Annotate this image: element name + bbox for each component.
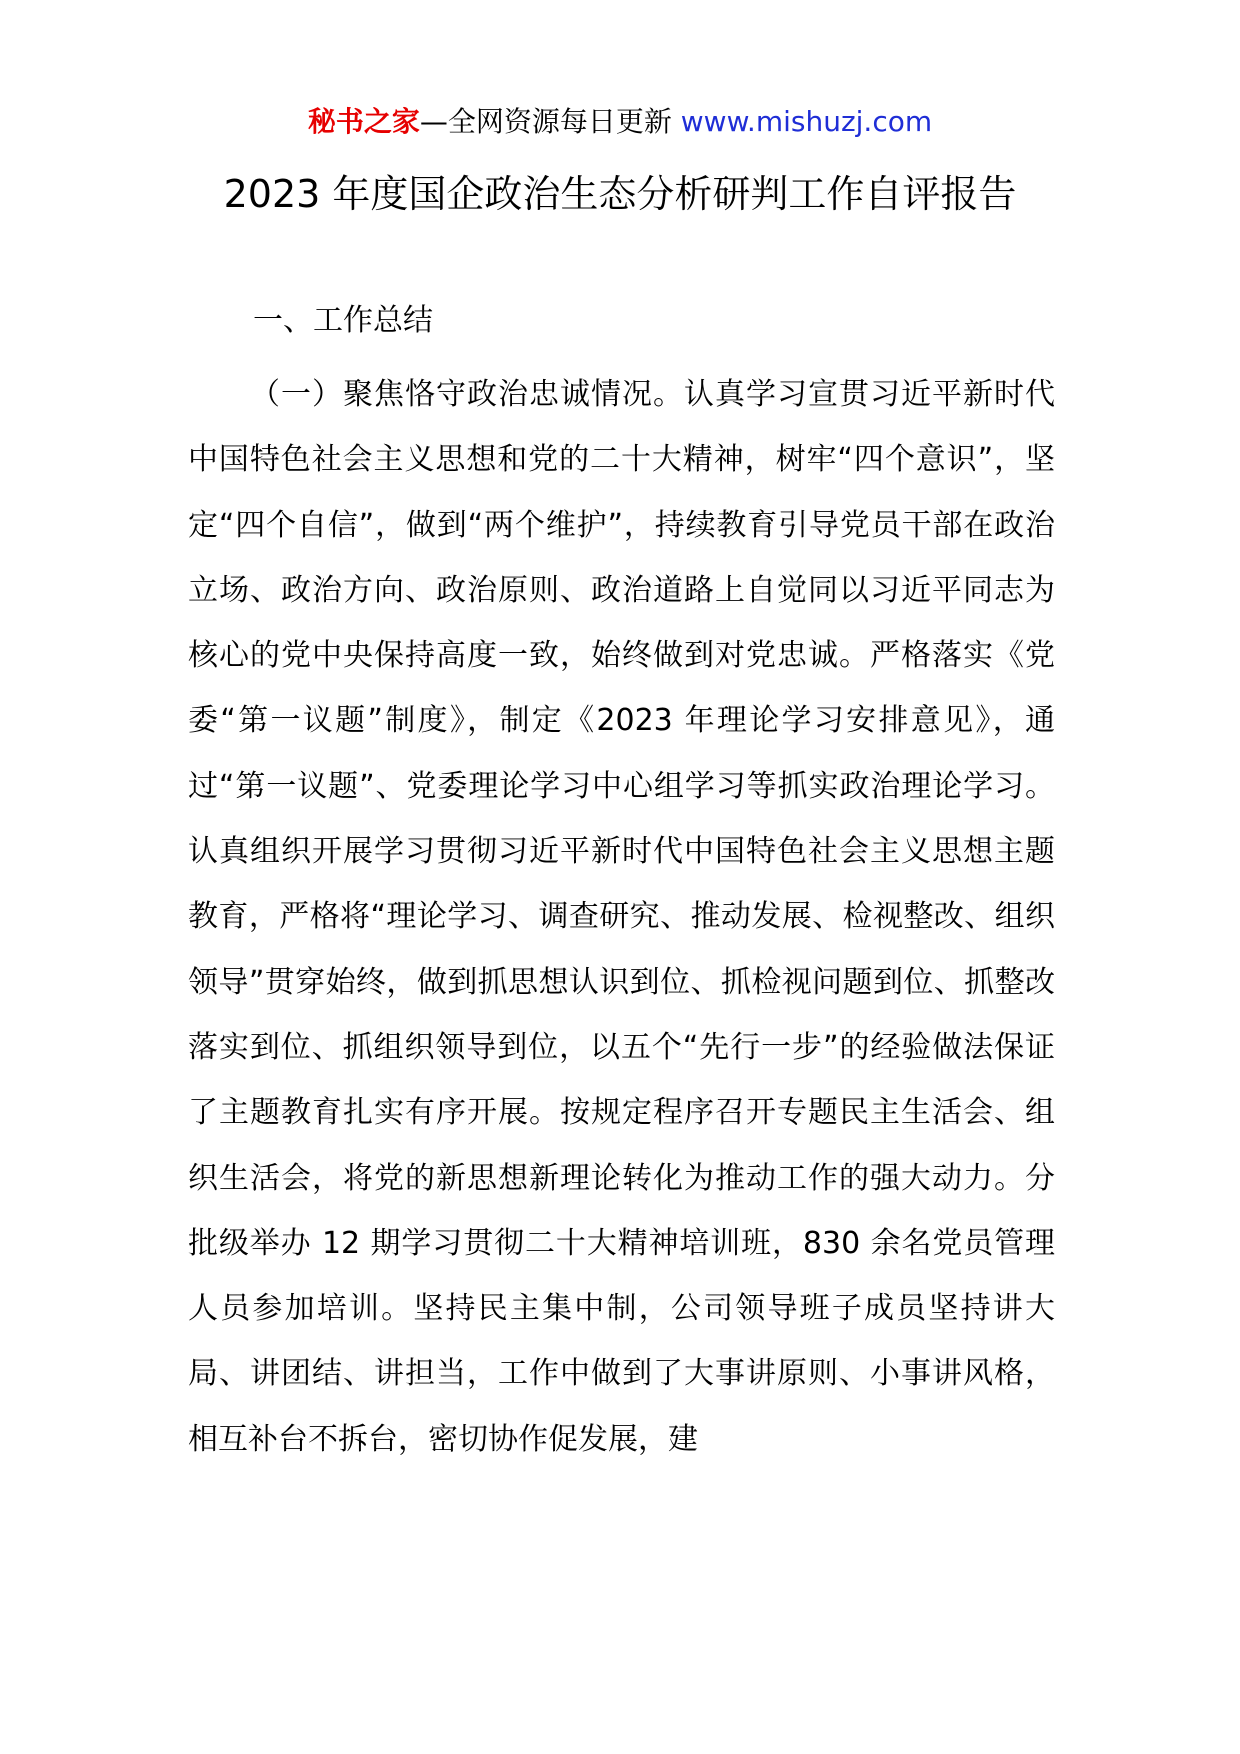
document-title: 2023 年度国企政治生态分析研判工作自评报告 [223,172,1017,216]
site-header [0,102,1240,142]
site-url-link[interactable]: www.mishuzj.com [680,105,933,138]
body-paragraph: （一）聚焦恪守政治忠诚情况。认真学习宣贯习近平新时代中国特色社会主义思想和党的二十大精神，树牢“四个意识”，坚定“四个自信”，做到“两个维护”，持续教育引导党员干部在政治立场、政治方向、政治原则、政治道路上自觉同以习近平同志为核心的党中央保持高度一致，始终做到对党忠诚。严格落实《党委“第一议题”制度》，制定《2023 年理论学习安排意见》，通过“第一议题”、党委理论学习中心组学习等抓实政治理论学习。认真组织开展学习贯彻习近平新时代中国特色社会主义思想主题教育，严格将“理论学习、调查研究、推动发展、检视整改、组织领导”贯穿始终，做到抓思想认识到位、抓检视问题到位、抓整改落实到位、抓组织领导到位，以五个“先行一步”的经验做法保证了主题教育扎实有序开展。按规定程序召开专题民主生活会、组织生活会，将党的新思想新理论转化为推动工作的强大动力。分批级举办 12 期学习贯彻二十大精神培训班，830 余名党员管理人员参加培训。坚持民主集中制，公司领导班子成员坚持讲大局、讲团结、讲担当，工作中做到了大事讲原则、小事讲风格，相互补台不拆台，密切协作促发展，建 [188,377,1055,1457]
brand-name: 秘书之家 [307,105,420,138]
header-tagline: —全网资源每日更新 [419,105,681,138]
section-heading: 一、工作总结 [253,303,433,338]
